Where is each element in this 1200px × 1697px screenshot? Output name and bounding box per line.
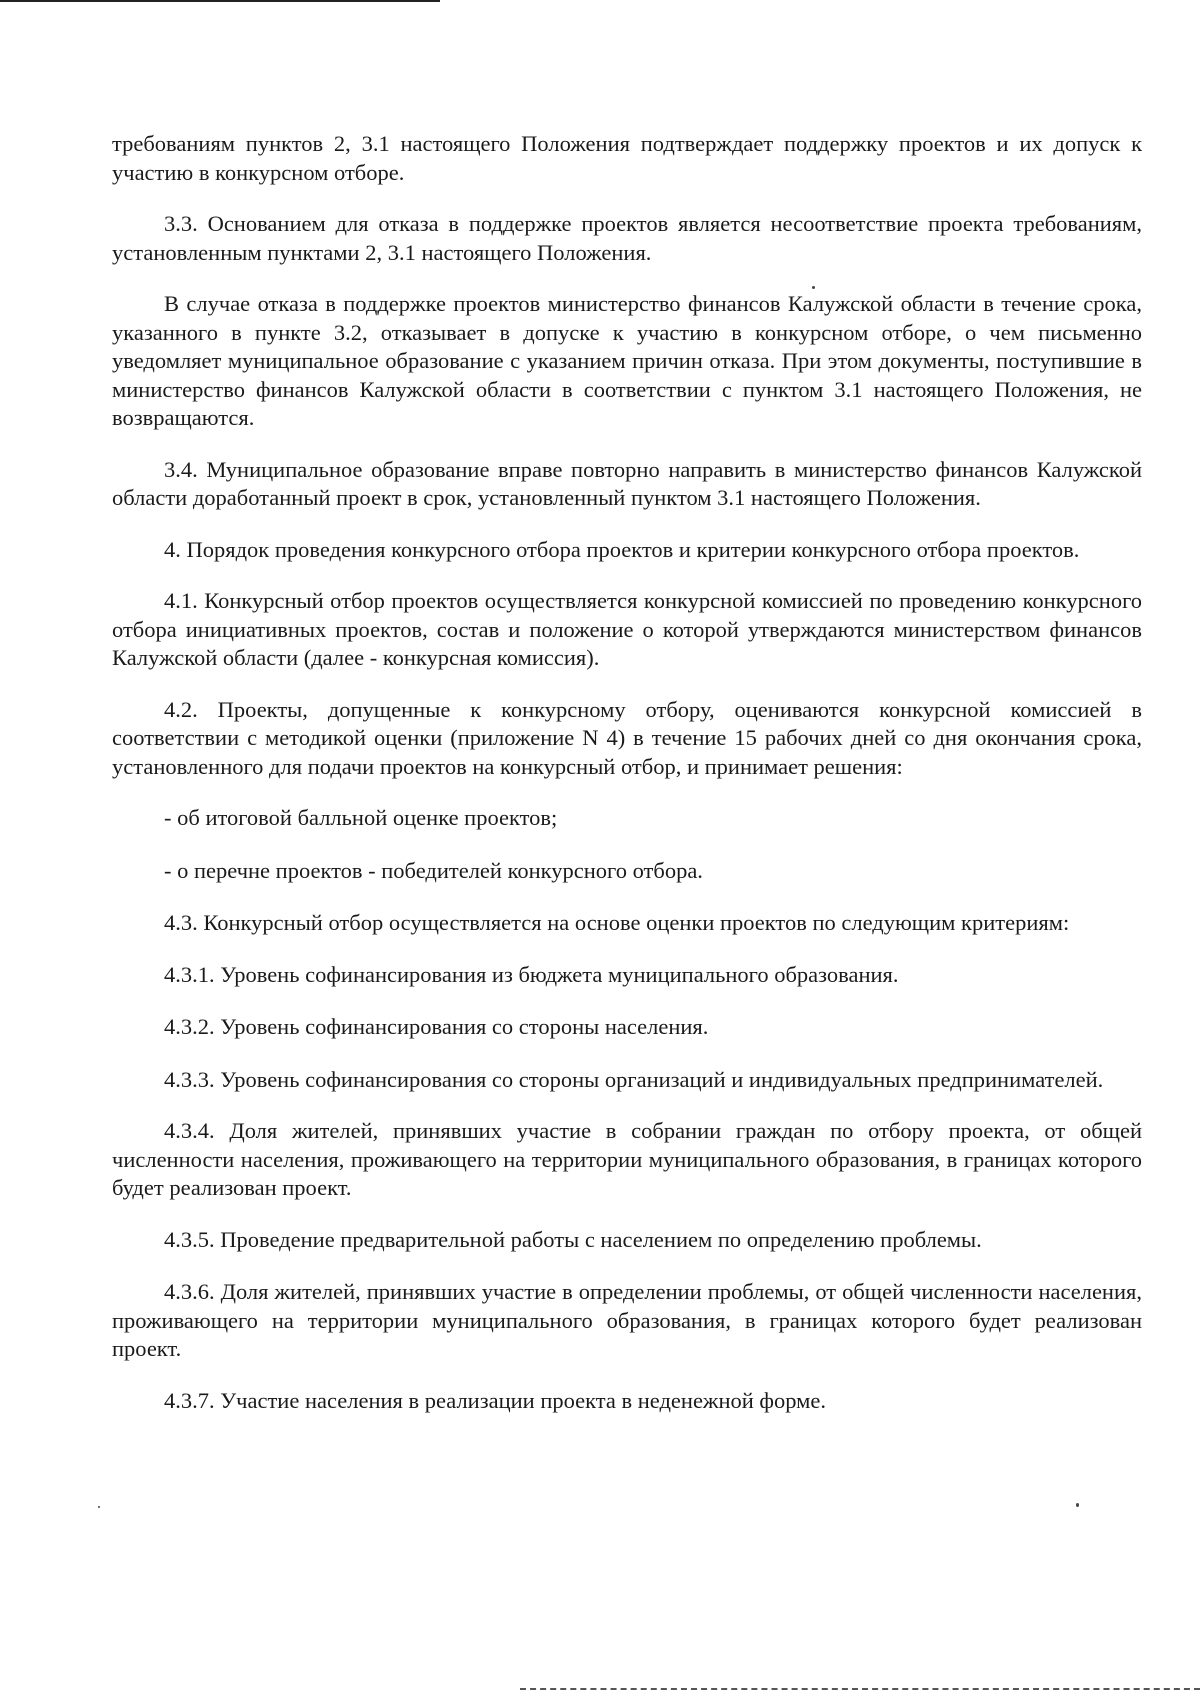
criterion-4-3-5: 4.3.5. Проведение предварительной работы с населением по определению проблемы. xyxy=(164,1226,982,1252)
paragraph-4-1: 4.1. Конкурсный отбор проектов осуществляется конкурсной комиссией по проведению конкурсного отбора инициативных проектов, состав и положение о которой утверждаются министерством финансов Калужской области (далее - конкурсная комиссия). xyxy=(112,588,1142,670)
criterion-4-3-1: 4.3.1. Уровень софинансирования из бюджета муниципального образования. xyxy=(164,961,899,987)
criterion-4-3-4: 4.3.4. Доля жителей, принявших участие в собрании граждан по отбору проекта, от общей численности населения, проживающего на территории муниципального образования, в границах которого будет реализован проект. xyxy=(112,1118,1142,1200)
paragraph-4-2: 4.2. Проекты, допущенные к конкурсному отбору, оцениваются конкурсной комиссией в соответствии с методикой оценки (приложение N 4) в течение 15 рабочих дней со дня окончания срока, установленного для подачи проектов на конкурсный отбор, и принимает решения: xyxy=(112,696,1142,779)
paragraph-3-4: 3.4. Муниципальное образование вправе повторно направить в министерство финансов Калужской области доработанный проект в срок, установленный пунктом 3.1 настоящего Положения. xyxy=(112,456,1142,510)
scan-edge-top xyxy=(0,0,440,2)
criterion-4-3-6: 4.3.6. Доля жителей, принявших участие в определении проблемы, от общей численности населения, проживающего на территории муниципального образования, в границах которого будет реализован проект. xyxy=(112,1279,1142,1361)
paragraph-4-3: 4.3. Конкурсный отбор осуществляется на основе оценки проектов по следующим критериям: xyxy=(164,910,1070,935)
document-body xyxy=(112,130,1142,1439)
scan-speck xyxy=(1076,1503,1079,1507)
criterion-4-3-3: 4.3.3. Уровень софинансирования со стороны организаций и индивидуальных предпринимателей. xyxy=(164,1066,1104,1092)
list-item-final-score: - об итоговой балльной оценке проектов; xyxy=(164,805,558,830)
scan-edge-bottom xyxy=(520,1688,1200,1690)
criterion-4-3-2: 4.3.2. Уровень софинансирования со стороны населения. xyxy=(164,1014,709,1039)
paragraph-continuation: требованиям пунктов 2, 3.1 настоящего Положения подтверждает поддержку проектов и их допуск к участию в конкурсном отборе. xyxy=(112,131,1142,185)
scan-speck xyxy=(812,286,815,289)
section-heading-4: 4. Порядок проведения конкурсного отбора проектов и критерии конкурсного отбора проектов. xyxy=(164,536,1080,562)
scan-speck xyxy=(98,1506,100,1508)
paragraph-refusal-case: В случае отказа в поддержке проектов министерство финансов Калужской области в течение срока, указанного в пункте 3.2, отказывает в допуске к участию в конкурсном отборе, о чем письменно уведомляет муниципальное образование с указанием причин отказа. При этом документы, поступившие в министерство финансов Калужской области в соответствии с пунктом 3.1 настоящего Положения, не возвращаются. xyxy=(112,291,1142,430)
list-item-winners: - о перечне проектов - победителей конкурсного отбора. xyxy=(164,857,703,883)
criterion-4-3-7: 4.3.7. Участие населения в реализации проекта в неденежной форме. xyxy=(164,1387,827,1413)
paragraph-3-3: 3.3. Основанием для отказа в поддержке проектов является несоответствие проекта требованиям, установленным пунктами 2, 3.1 настоящего Положения. xyxy=(112,211,1142,265)
